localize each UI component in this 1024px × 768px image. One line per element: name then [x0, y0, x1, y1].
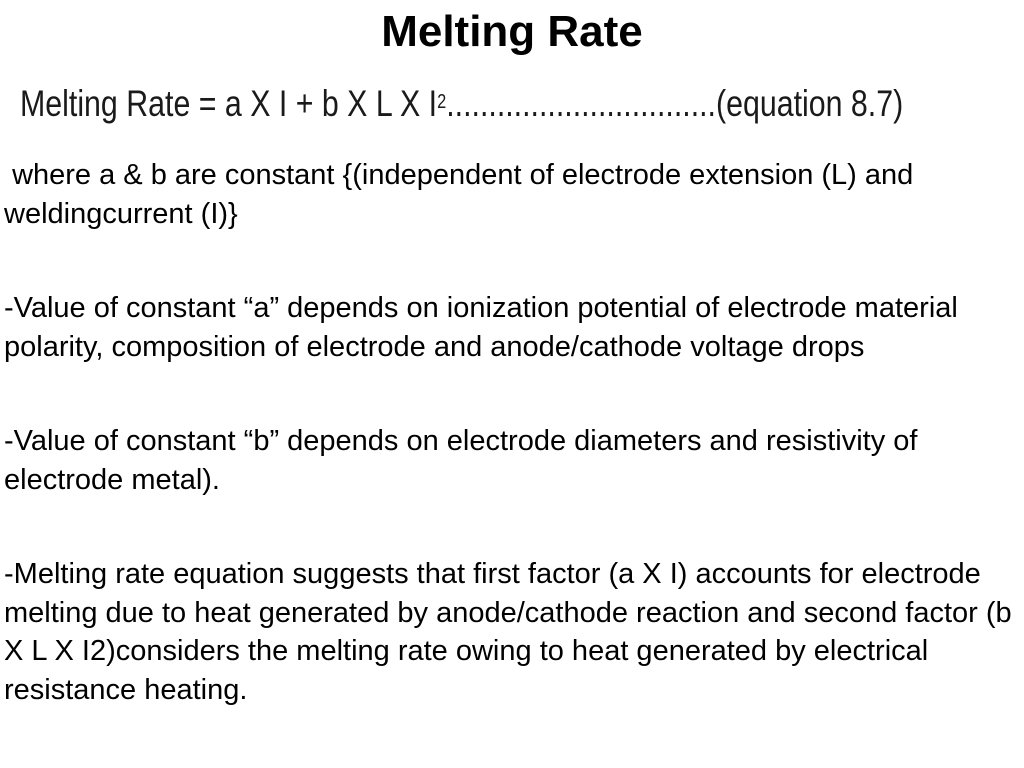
slide-body: [4, 156, 1022, 709]
equation-main: Melting Rate = a X I + b X L X I: [20, 83, 438, 124]
paragraph-equation-interpretation: -Melting rate equation suggests that first factor (a X I) accounts for electrode melting due to heat generated by anode/cathode reaction and second factor (b X L X I2)considers the melting rate owing to heat generated by electrical resistance heating.: [4, 558, 1012, 706]
slide-title: Melting Rate: [381, 7, 643, 56]
paragraph-constants-definition: where a & b are constant {(independent of electrode extension (L) and weldingcurrent (I)}: [4, 159, 922, 230]
equation-reference: ................................(equation 8.7): [446, 83, 904, 124]
melting-rate-equation: [20, 74, 903, 134]
paragraph-constant-b: -Value of constant “b” depends on electrode diameters and resistivity of electrode metal).: [4, 425, 918, 496]
equation-exponent: 2: [437, 91, 447, 113]
paragraph-constant-a: -Value of constant “a” depends on ionization potential of electrode material polarity, composition of electrode and anode/cathode voltage drops: [4, 292, 958, 363]
